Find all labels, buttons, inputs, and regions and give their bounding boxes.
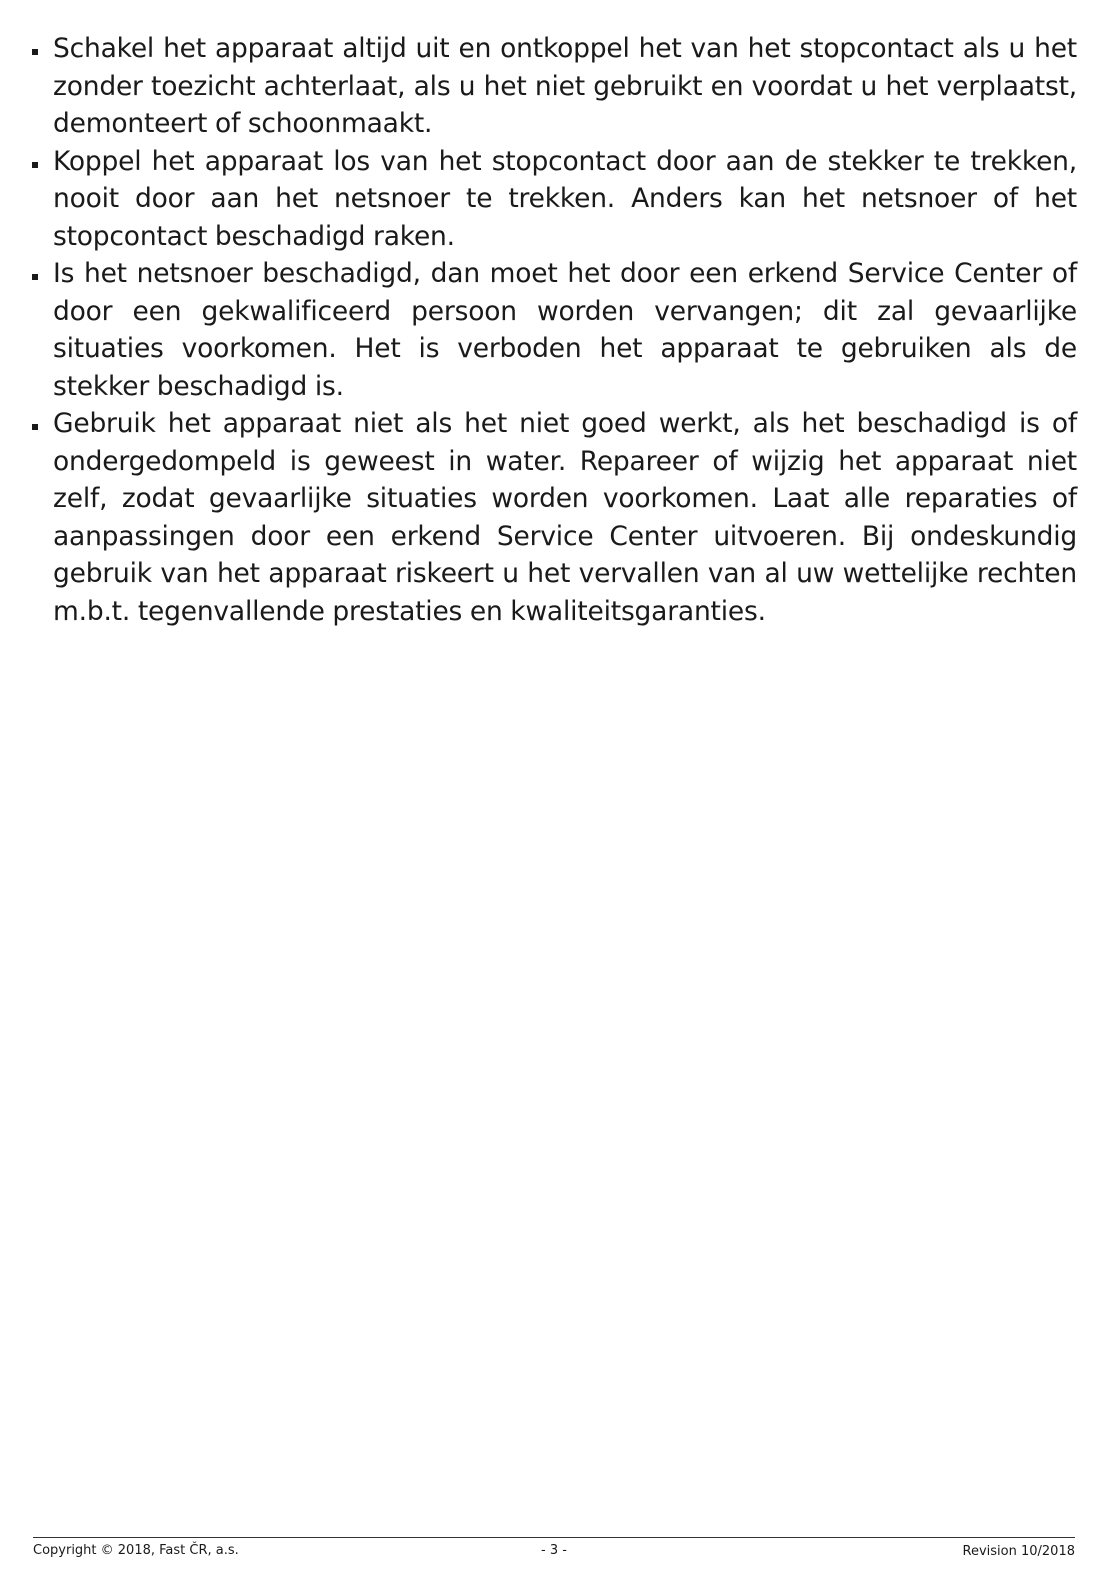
square-bullet-icon — [32, 274, 38, 280]
list-item — [30, 30, 1077, 143]
list-item-text: Schakel het apparaat altijd uit en ontkoppel het van het stopcontact als u het zonder toezicht achterlaat, als u het niet gebruikt en voordat u het verplaatst, demonteert of schoonmaakt. — [53, 33, 1077, 139]
list-item-text: Gebruik het apparaat niet als het niet goed werkt, als het beschadigd is of ondergedompeld is geweest in water. Repareer of wijzig het apparaat niet zelf, zodat gevaarlijke situaties worden voorkomen. Laat alle reparaties of aanpassingen door een erkend Service Center uitvoeren. Bij ondeskundig gebruik van het apparaat riskeert u het vervallen van al uw wettelijke rechten m.b.t. tegenvallende prestaties en kwaliteitsgaranties. — [53, 408, 1077, 627]
copyright-notice: Copyright © 2018, Fast ČR, a.s. — [33, 1543, 239, 1558]
page-footer — [33, 1537, 1075, 1559]
list-item — [30, 255, 1077, 405]
list-item — [30, 405, 1077, 630]
page-content — [30, 30, 1077, 630]
revision-label: Revision 10/2018 — [962, 1544, 1075, 1559]
list-item-text: Koppel het apparaat los van het stopcontact door aan de stekker te trekken, nooit door aan het netsnoer te trekken. Anders kan het netsnoer of het stopcontact beschadigd raken. — [53, 145, 1077, 252]
list-item — [30, 143, 1077, 256]
square-bullet-icon — [32, 162, 38, 168]
list-item-text: Is het netsnoer beschadigd, dan moet het door een erkend Service Center of door een gekwalificeerd persoon worden vervangen; dit zal gevaarlijke situaties voorkomen. Het is verboden het apparaat te gebruiken als de stekker beschadigd is. — [53, 258, 1077, 402]
page-number: - 3 - — [541, 1543, 567, 1558]
square-bullet-icon — [32, 424, 38, 430]
square-bullet-icon — [32, 49, 38, 55]
safety-instructions-list — [30, 30, 1077, 630]
